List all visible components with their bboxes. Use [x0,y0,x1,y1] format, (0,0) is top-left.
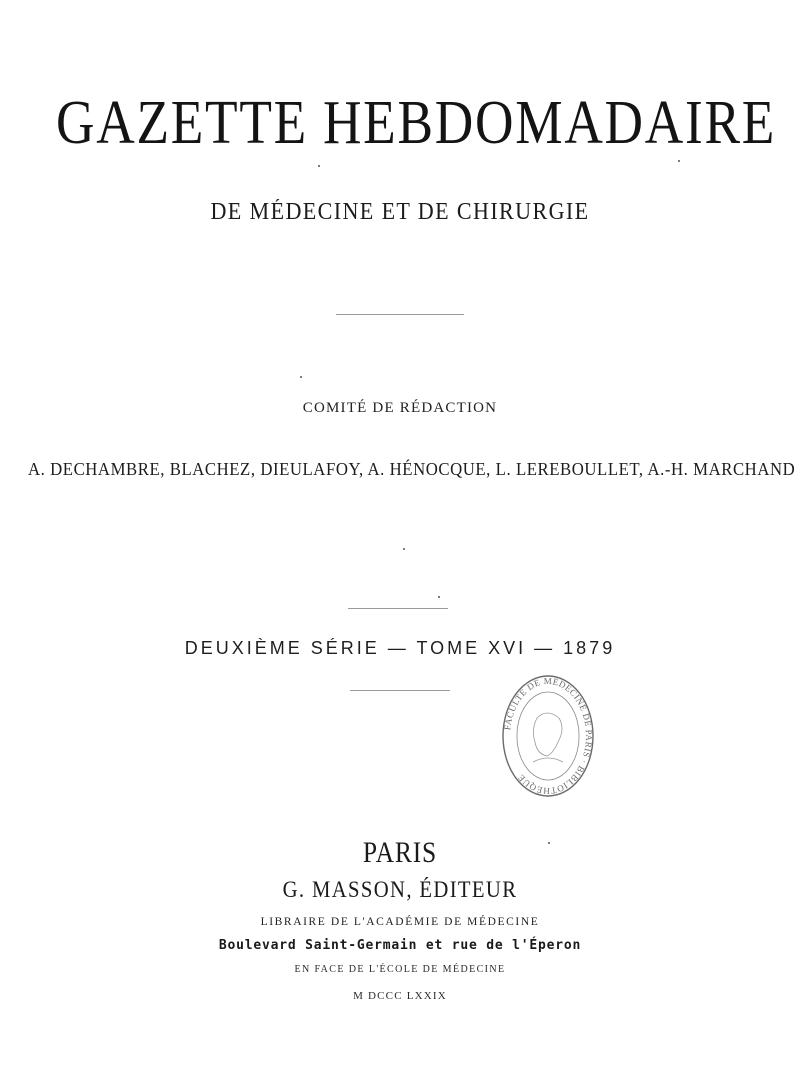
print-speck [403,548,405,550]
journal-subtitle: DE MÉDECINE ET DE CHIRURGIE [210,199,590,225]
imprint-year: M DCCC LXXIX [353,990,447,1002]
imprint-publisher: G. MASSON, ÉDITEUR [282,877,518,902]
print-speck [300,376,302,378]
print-speck [318,165,320,167]
divider-rule-middle [348,608,448,609]
imprint-bookseller: LIBRAIRE DE L'ACADÉMIE DE MÉDECINE [260,916,540,928]
print-speck [548,842,550,844]
print-speck [678,160,680,162]
imprint-address: Boulevard Saint-Germain et rue de l'Éperon [218,938,582,953]
divider-rule-top [336,314,464,315]
series-volume-line: DEUXIÈME SÉRIE — TOME XVI — 1879 [184,638,616,658]
stamp-text: FACULTÉ DE MÉDECINE DE PARIS · BIBLIOTHÈQUE [502,675,595,797]
committee-label: COMITÉ DE RÉDACTION [302,400,498,416]
imprint-location-note: EN FACE DE L'ÉCOLE DE MÉDECINE [294,964,506,975]
committee-members: A. DECHAMBRE, BLACHEZ, DIEULAFOY, A. HÉNOCQUE, L. LEREBOULLET, A.-H. MARCHAND [28,459,796,479]
journal-title: GAZETTE HEBDOMADAIRE [56,89,777,157]
print-speck [438,596,440,598]
divider-rule-lower [350,690,450,691]
imprint-city: PARIS [362,836,438,869]
library-stamp-icon [497,670,599,806]
